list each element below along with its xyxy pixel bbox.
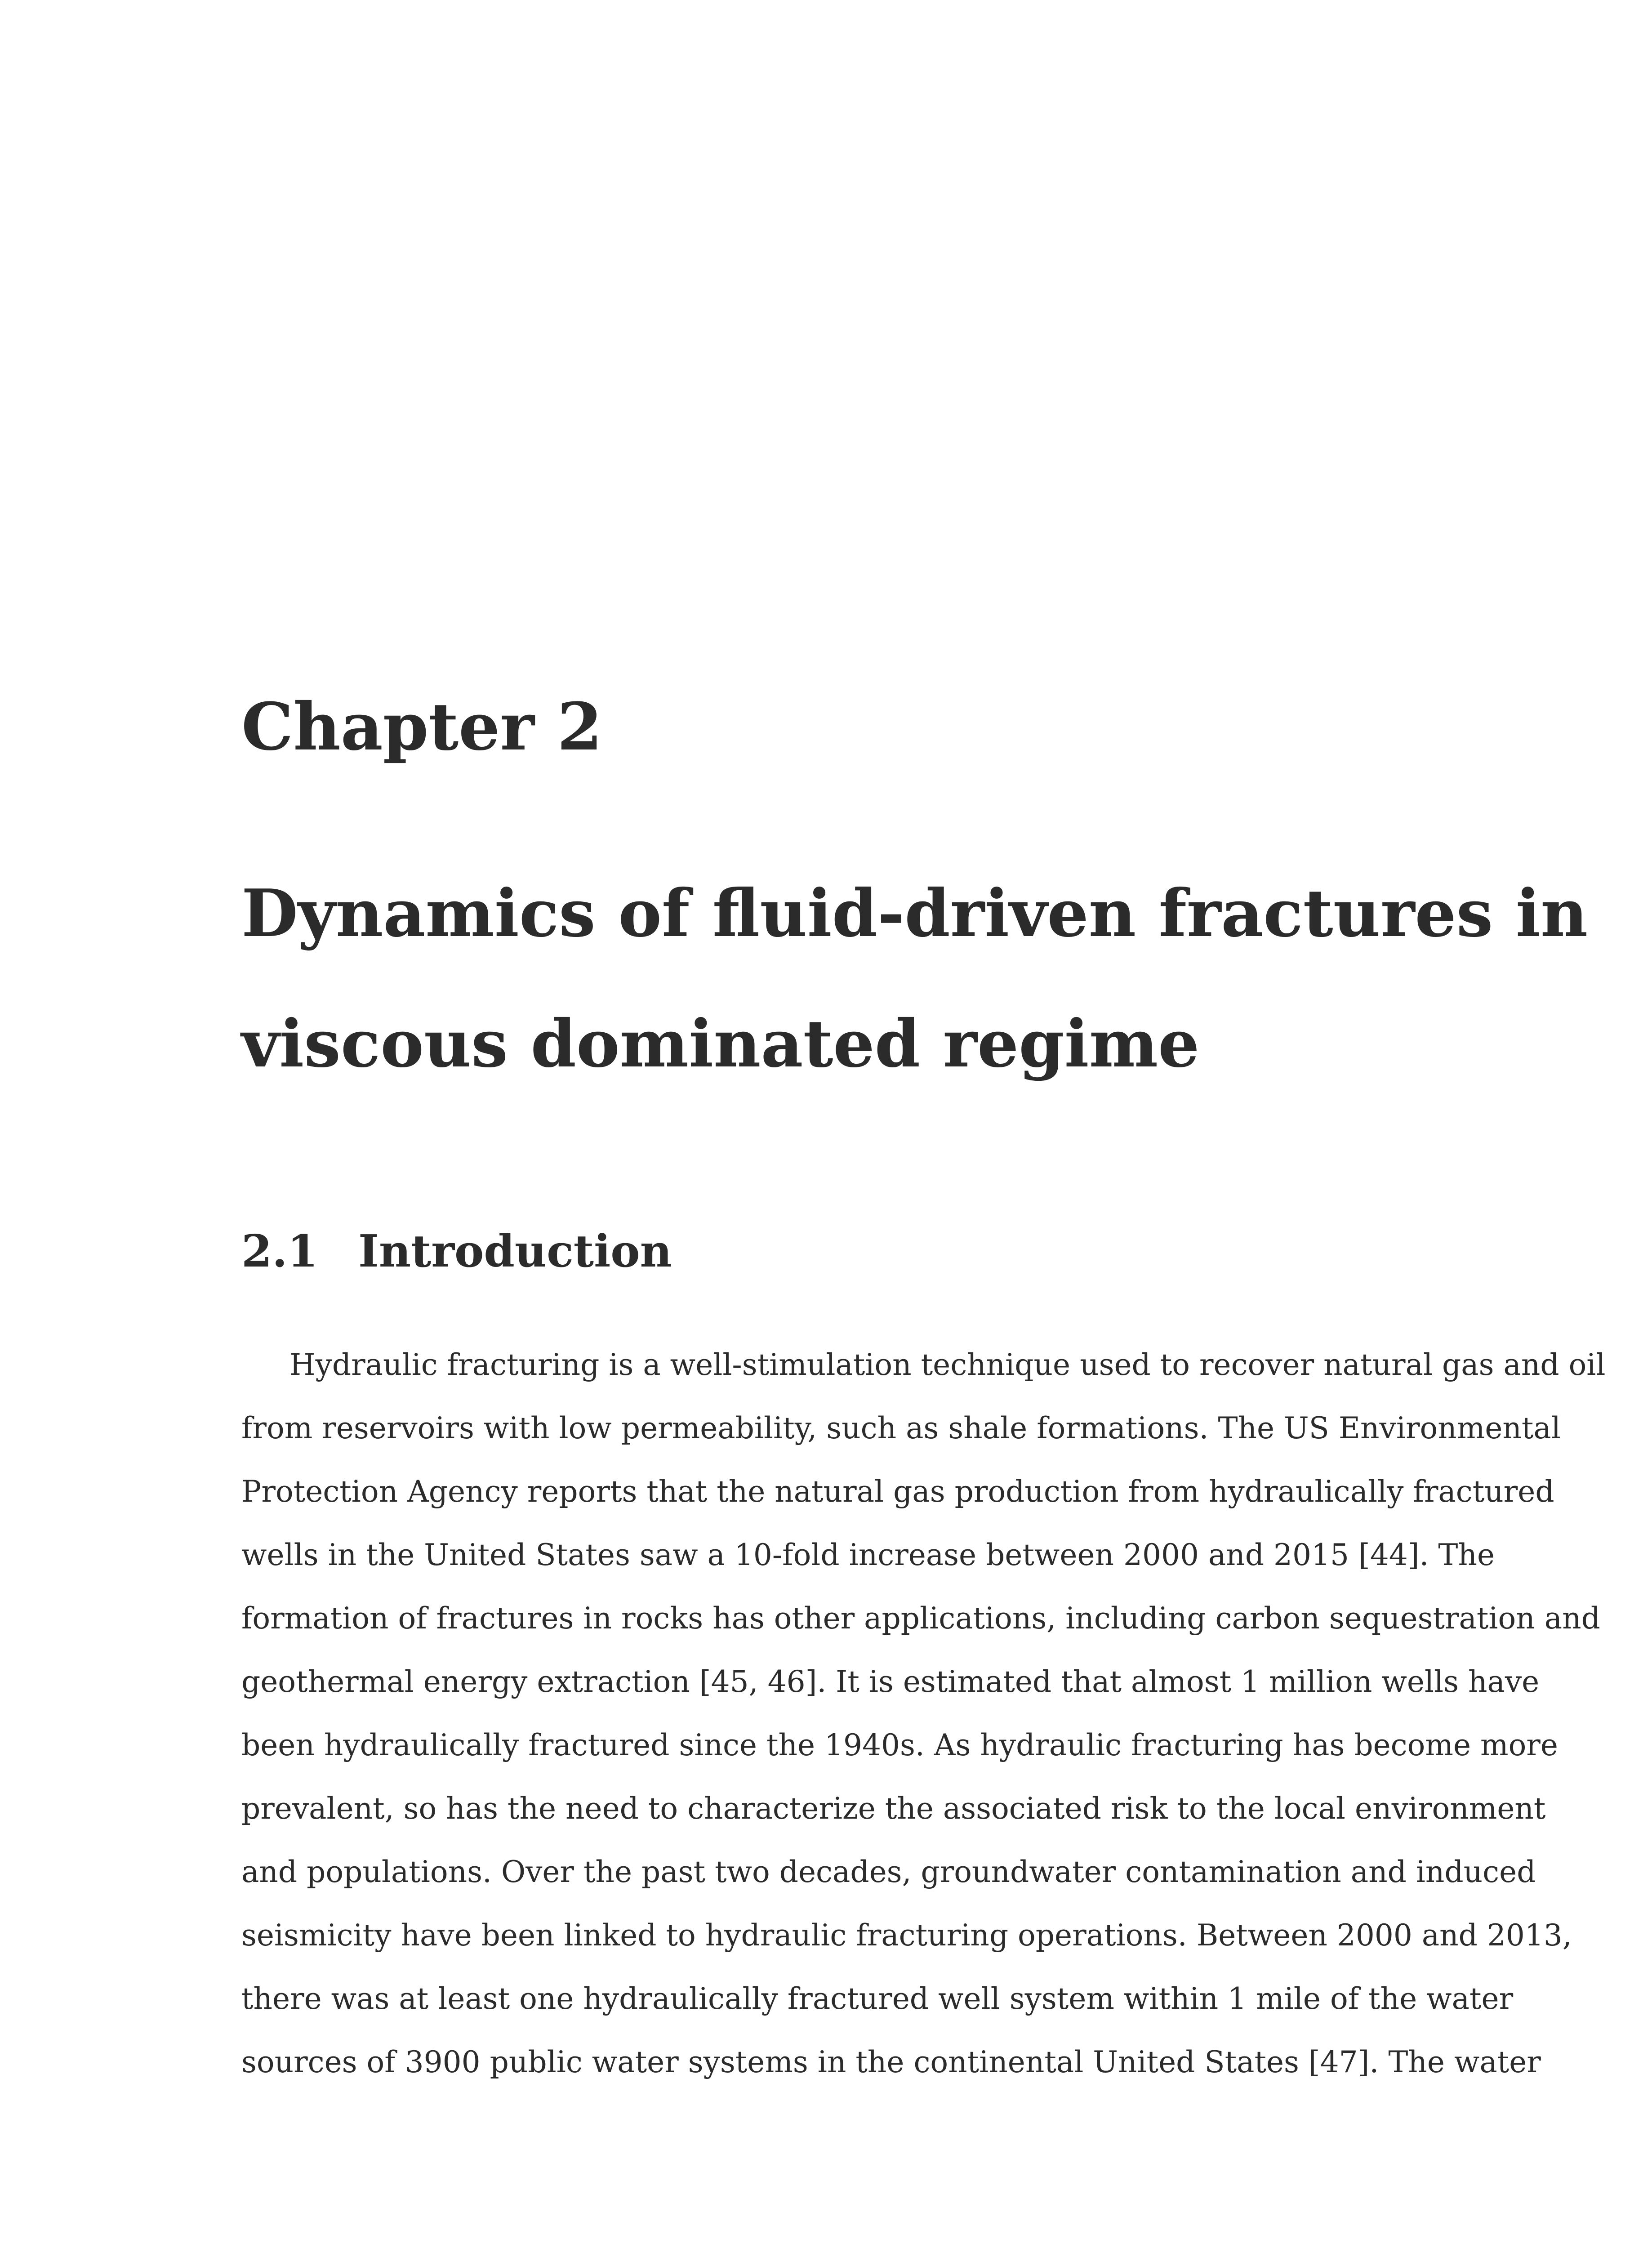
paragraph-line: Hydraulic fracturing is a well-stimulation technique used to recover natural gas and oil bbox=[289, 1347, 1606, 1382]
section-heading bbox=[241, 1226, 672, 1277]
paragraph-line: wells in the United States saw a 10-fold increase between 2000 and 2015 [44]. The bbox=[241, 1538, 1495, 1572]
paragraph-line: seismicity have been linked to hydraulic fracturing operations. Between 2000 and 2013, bbox=[241, 1918, 1572, 1953]
paragraph-line: prevalent, so has the need to characterize the associated risk to the local environment bbox=[241, 1791, 1546, 1826]
paragraph-line: Protection Agency reports that the natural gas production from hydraulically fractured bbox=[241, 1474, 1554, 1509]
section-title: Introduction bbox=[358, 1226, 672, 1277]
body-paragraph bbox=[241, 1333, 1606, 2094]
paragraph-line: from reservoirs with low permeability, such as shale formations. The US Environmental bbox=[241, 1411, 1561, 1445]
section-number: 2.1 bbox=[241, 1226, 318, 1277]
paragraph-line: and populations. Over the past two decades, groundwater contamination and induced bbox=[241, 1855, 1536, 1889]
paragraph-line: geothermal energy extraction [45, 46]. It is estimated that almost 1 million wells have bbox=[241, 1664, 1540, 1699]
paragraph-line: sources of 3900 public water systems in the continental United States [47]. The water bbox=[241, 2045, 1541, 2079]
chapter-title-line-1: Dynamics of fluid-driven fractures in bbox=[241, 875, 1588, 952]
paragraph-line: formation of fractures in rocks has other applications, including carbon sequestration and bbox=[241, 1601, 1600, 1636]
chapter-label: Chapter 2 bbox=[241, 689, 603, 765]
chapter-title-line-2: viscous dominated regime bbox=[241, 1006, 1200, 1082]
paragraph-line: been hydraulically fractured since the 1940s. As hydraulic fracturing has become more bbox=[241, 1728, 1558, 1762]
paragraph-line: there was at least one hydraulically fractured well system within 1 mile of the water bbox=[241, 1981, 1514, 2016]
